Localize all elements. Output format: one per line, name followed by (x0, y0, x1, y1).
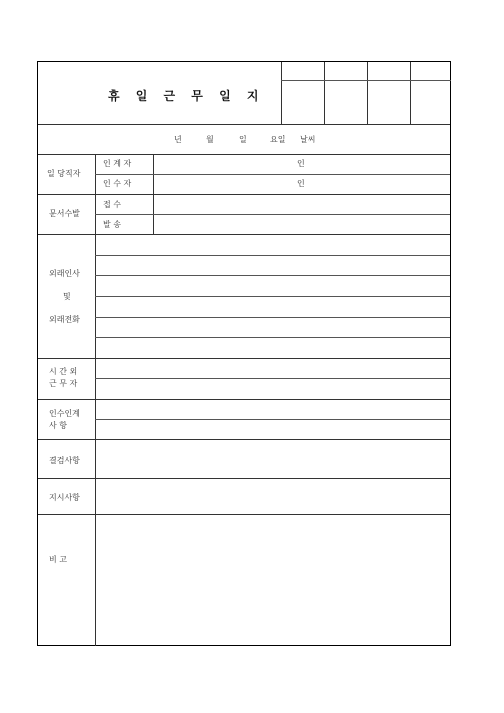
takeover-seal: 인 (297, 179, 305, 188)
divider (95, 214, 450, 215)
divider (38, 154, 450, 155)
label-column-divider (95, 154, 96, 646)
approval-box-divider (281, 62, 282, 124)
handover-items-label-line1: 인수인계 (49, 409, 80, 418)
divider (38, 358, 450, 359)
instructions-label: 지시사항 (49, 493, 80, 502)
work-log-form (37, 61, 451, 646)
divider (38, 234, 450, 235)
visitors-label-mid: 및 (63, 292, 71, 301)
approval-box-divider (324, 62, 325, 124)
visitors-label-bottom: 외래전화 (49, 315, 80, 324)
divider (38, 514, 450, 515)
visitors-label-top: 외래인사 (49, 269, 80, 278)
handover-seal: 인 (297, 159, 305, 168)
approval-box-header-line (281, 80, 451, 81)
visitors-row-line (95, 296, 450, 297)
visitors-row-line (95, 255, 450, 256)
date-weather-label: 날씨 (300, 135, 316, 144)
divider (95, 378, 450, 379)
send-label: 발 송 (103, 220, 121, 229)
date-month-label: 월 (206, 135, 214, 144)
divider (38, 439, 450, 440)
divider (95, 419, 450, 420)
approval-box-divider (410, 62, 411, 124)
date-weekday-label: 요일 (270, 135, 286, 144)
visitors-row-line (95, 275, 450, 276)
divider (38, 478, 450, 479)
visitors-row-line (95, 317, 450, 318)
receive-label: 접 수 (103, 200, 121, 209)
divider (38, 399, 450, 400)
visitors-row-line (95, 337, 450, 338)
overtime-label-line2: 근 무 자 (49, 379, 78, 388)
duty-staff-label: 일 당직자 (47, 169, 81, 178)
handover-person-label: 인 계 자 (103, 159, 132, 168)
divider (95, 174, 450, 175)
documents-label: 문서수발 (49, 209, 80, 218)
takeover-person-label: 인 수 자 (103, 179, 132, 188)
form-title: 휴 일 근 무 일 지 (108, 89, 265, 103)
approval-box-divider (367, 62, 368, 124)
approval-items-label: 결검사항 (49, 456, 80, 465)
overtime-label-line1: 시 간 외 (49, 367, 78, 376)
date-year-label: 년 (174, 135, 182, 144)
date-day-label: 일 (239, 135, 247, 144)
remarks-label: 비 고 (49, 555, 67, 564)
divider (38, 194, 450, 195)
handover-items-label-line2: 사 항 (49, 421, 67, 430)
divider (38, 124, 450, 125)
